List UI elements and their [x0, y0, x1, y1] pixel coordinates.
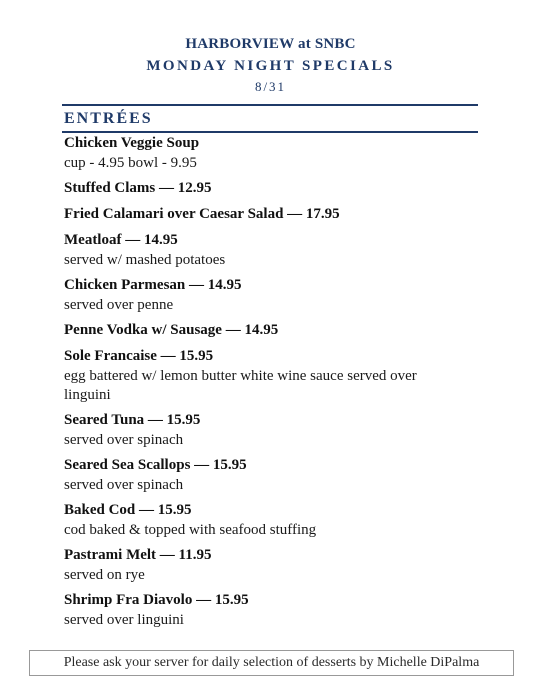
menu-item: [64, 410, 464, 450]
menu-item: [64, 230, 464, 270]
menu-items-list: [64, 133, 464, 635]
item-name: Shrimp Fra Diavolo — 15.95: [64, 592, 249, 608]
menu-item: [64, 346, 464, 405]
item-name: Pastrami Melt — 11.95: [64, 547, 212, 563]
venue-name: HARBORVIEW at SNBC: [185, 36, 356, 52]
menu-item: [64, 133, 464, 173]
menu-item: [64, 590, 464, 630]
menu-item: [64, 275, 464, 315]
item-description: served on rye: [64, 567, 145, 583]
item-name: Sole Francaise — 15.95: [64, 348, 214, 364]
menu-header: [0, 34, 541, 97]
menu-item: [64, 320, 464, 341]
item-name: Seared Sea Scallops — 15.95: [64, 457, 247, 473]
menu-item: [64, 178, 464, 199]
item-description: served w/ mashed potatoes: [64, 252, 226, 268]
item-name: Meatloaf — 14.95: [64, 232, 178, 248]
item-name: Seared Tuna — 15.95: [64, 412, 201, 428]
entrees-section-header: [62, 104, 478, 133]
item-description: served over linguini: [64, 612, 184, 628]
menu-item: [64, 204, 464, 225]
item-description: served over spinach: [64, 432, 184, 448]
menu-item: [64, 500, 464, 540]
item-description: egg battered w/ lemon butter white wine sauce served over linguini: [64, 368, 417, 403]
dessert-note: Please ask your server for daily selection of desserts by Michelle DiPalma: [29, 650, 514, 676]
menu-item: [64, 455, 464, 495]
menu-item: [64, 545, 464, 585]
item-description: served over penne: [64, 297, 174, 313]
item-name: Stuffed Clams — 12.95: [64, 180, 212, 196]
section-title: ENTRÉES: [64, 110, 153, 127]
item-description: served over spinach: [64, 477, 184, 493]
item-name: Fried Calamari over Caesar Salad — 17.95: [64, 206, 340, 222]
menu-title: MONDAY NIGHT SPECIALS: [146, 58, 395, 74]
item-name: Chicken Veggie Soup: [64, 135, 200, 151]
item-description: cod baked & topped with seafood stuffing: [64, 522, 317, 538]
menu-date: 8/31: [254, 79, 287, 94]
item-name: Penne Vodka w/ Sausage — 14.95: [64, 322, 279, 338]
item-name: Baked Cod — 15.95: [64, 502, 192, 518]
item-description: cup - 4.95 bowl - 9.95: [64, 155, 197, 171]
item-name: Chicken Parmesan — 14.95: [64, 277, 242, 293]
